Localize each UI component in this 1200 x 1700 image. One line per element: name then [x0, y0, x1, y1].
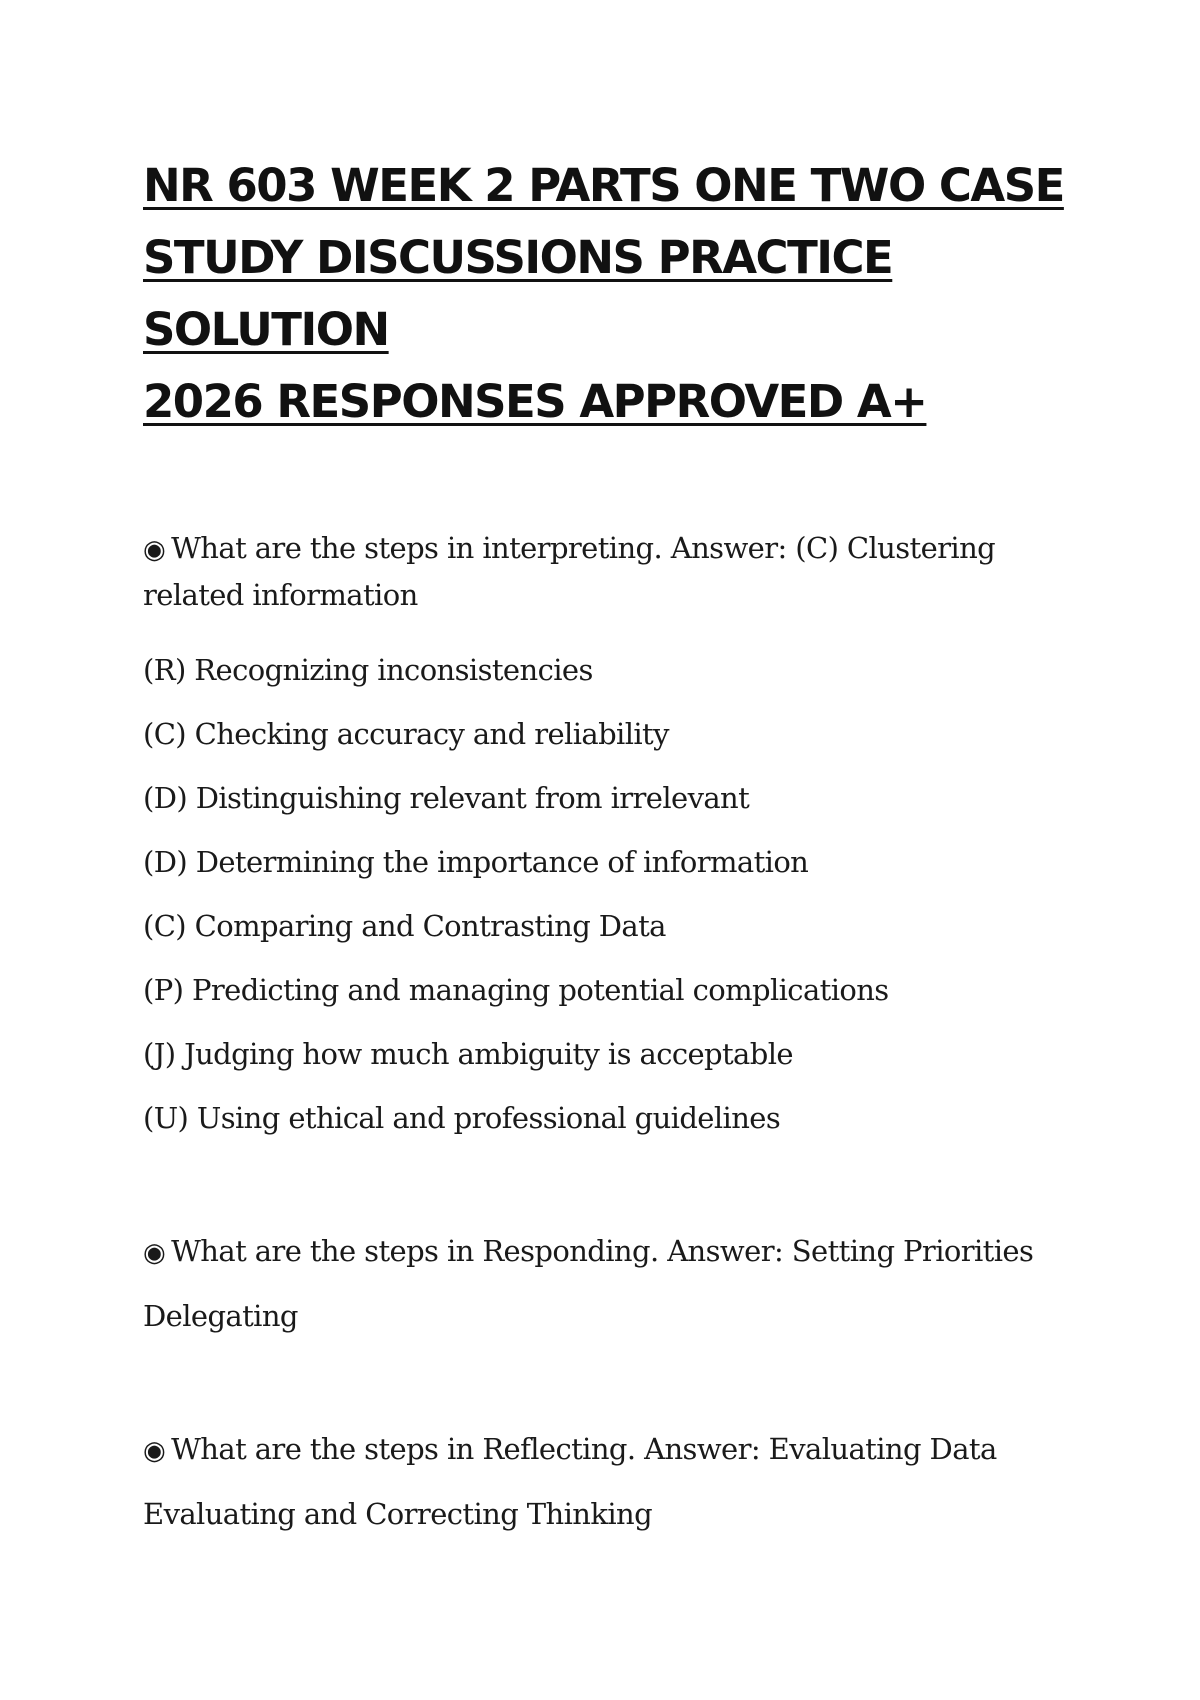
radio-bullet-icon: ◉ [143, 1238, 166, 1268]
question-reflecting-line [143, 1418, 1083, 1482]
responding-answer-continuation: Delegating [143, 1299, 298, 1333]
document-title [143, 150, 1083, 438]
title-line-1 [143, 150, 1083, 222]
radio-bullet-icon: ◉ [143, 1436, 166, 1466]
list-item: (D) Distinguishing relevant from irrelevant [143, 781, 750, 815]
reflecting-answer-continuation: Evaluating and Correcting Thinking [143, 1497, 653, 1531]
list-item: (U) Using ethical and professional guidelines [143, 1101, 781, 1135]
question-interpreting [143, 526, 1083, 618]
title-line-2 [143, 222, 1083, 366]
document-body [143, 526, 1083, 1546]
question-reflecting [143, 1418, 1083, 1546]
list-item: (J) Judging how much ambiguity is acceptable [143, 1037, 793, 1071]
document-page [143, 150, 1083, 1546]
list-item: (C) Comparing and Contrasting Data [143, 909, 666, 943]
question-interpreting-text: What are the steps in interpreting. Answer: (C) Clustering related information [143, 531, 996, 612]
title-line-2-text: STUDY DISCUSSIONS PRACTICE SOLUTION [143, 231, 893, 356]
question-responding-text: What are the steps in Responding. Answer: Setting Priorities [171, 1234, 1034, 1268]
title-line-1-text: NR 603 WEEK 2 PARTS ONE TWO CASE [143, 159, 1064, 212]
list-item: (C) Checking accuracy and reliability [143, 717, 669, 751]
list-item: (P) Predicting and managing potential complications [143, 973, 889, 1007]
question-responding-line [143, 1220, 1083, 1284]
title-line-3-text: 2026 RESPONSES APPROVED A+ [143, 375, 927, 428]
list-item: (D) Determining the importance of information [143, 845, 809, 879]
interpreting-steps-list [143, 638, 1083, 1150]
radio-bullet-icon: ◉ [143, 535, 166, 565]
title-line-3 [143, 366, 1083, 438]
list-item: (R) Recognizing inconsistencies [143, 653, 593, 687]
question-reflecting-text: What are the steps in Reflecting. Answer: Evaluating Data [171, 1432, 997, 1466]
question-responding [143, 1220, 1083, 1348]
